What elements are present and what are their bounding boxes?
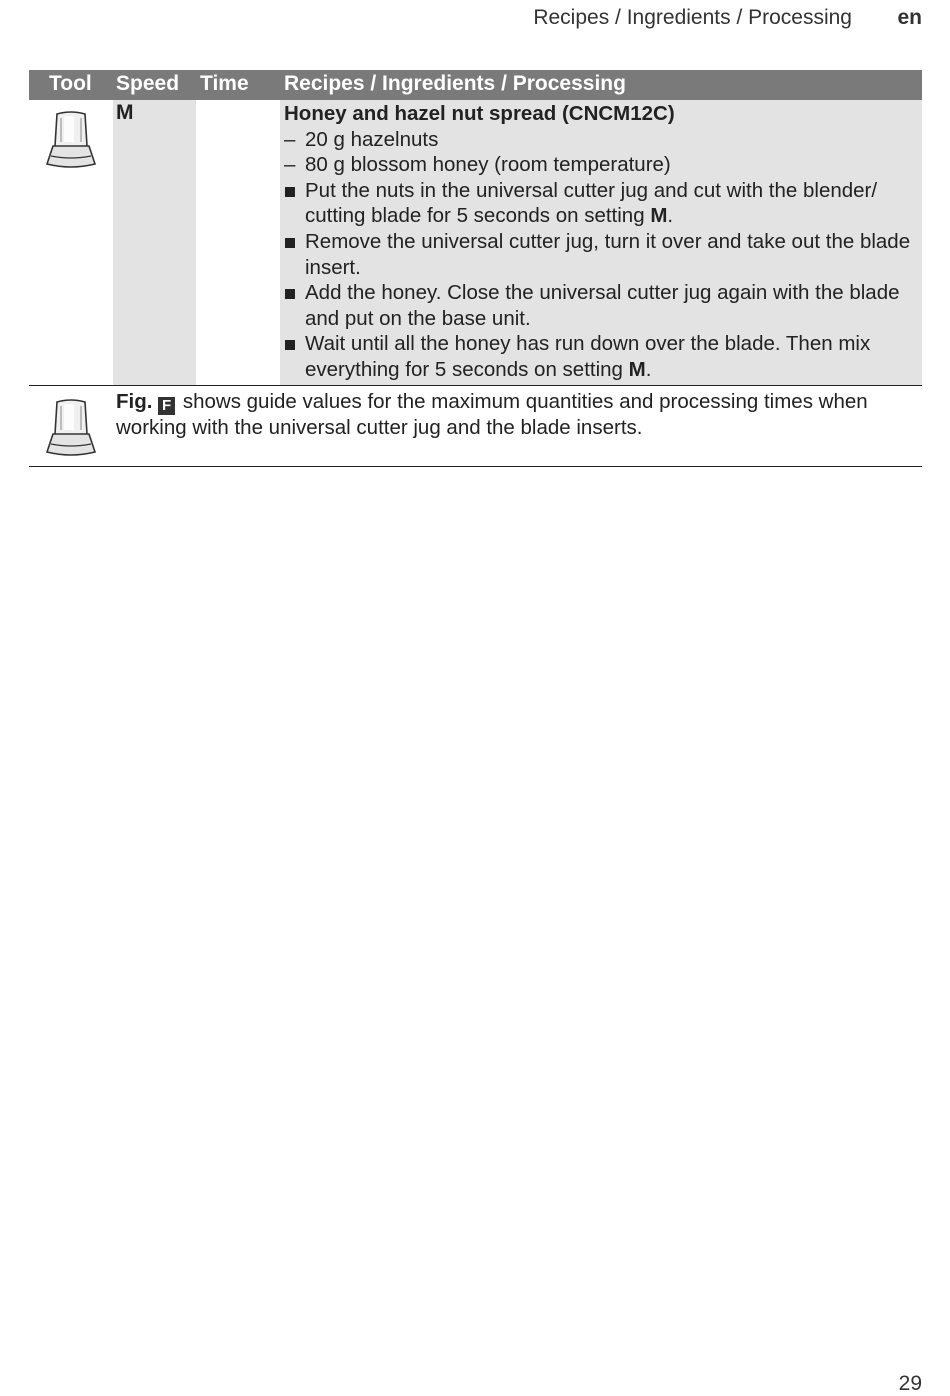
universal-cutter-jug-icon [43, 108, 99, 172]
recipe-title: Honey and hazel nut spread (CNCM12C) [284, 102, 675, 125]
speed-column-shading [113, 100, 196, 385]
ingredient-text: 80 g blossom honey (room temperature) [305, 153, 671, 177]
recipe-table [29, 70, 922, 467]
step-item [284, 229, 920, 280]
figure-note [116, 389, 922, 441]
ingredient-text: 20 g hazelnuts [305, 127, 439, 151]
step-text: Remove the universal cutter jug, turn it over and take out the blade insert. [305, 229, 911, 279]
step-item [284, 178, 920, 229]
table-header [29, 70, 922, 100]
step-end: . [645, 357, 652, 381]
header-tool: Tool [49, 72, 92, 95]
recipe-instructions [284, 101, 920, 383]
step-item [284, 280, 920, 331]
table-row [29, 386, 922, 467]
square-bullet-icon [285, 289, 295, 299]
dash-marker: – [284, 153, 296, 177]
running-header [0, 4, 950, 34]
ingredient-item [284, 152, 920, 178]
section-title: Recipes / Ingredients / Processing [533, 6, 852, 29]
step-setting: M [628, 357, 646, 381]
step-item [284, 331, 920, 382]
step-text: Put the nuts in the universal cutter jug and cut with the blender/ cutting blade for 5 seconds on setting [305, 178, 878, 228]
step-end: . [667, 204, 674, 228]
ingredient-item [284, 127, 920, 153]
table-row [29, 100, 922, 386]
header-speed: Speed [116, 72, 180, 95]
header-time: Time [200, 72, 249, 95]
header-recipes: Recipes / Ingredients / Processing [284, 72, 626, 95]
square-bullet-icon [285, 340, 295, 350]
note-text: shows guide values for the maximum quantities and processing times when working with the universal cutter jug and the blade inserts. [116, 390, 868, 439]
square-bullet-icon [285, 187, 295, 197]
fig-letter-badge: F [158, 397, 175, 415]
page-number: 29 [898, 1372, 922, 1395]
fig-label: Fig. [116, 390, 153, 413]
language-code: en [897, 6, 922, 29]
step-text: Add the honey. Close the universal cutter jug again with the blade and put on the base unit. [305, 281, 900, 330]
step-text: Wait until all the honey has run down over the blade. Then mix everything for 5 seconds on setting [305, 332, 871, 381]
square-bullet-icon [285, 238, 295, 248]
speed-value: M [116, 101, 134, 124]
dash-marker: – [284, 127, 296, 151]
step-setting: M [650, 204, 668, 228]
universal-cutter-jug-icon [43, 396, 99, 460]
